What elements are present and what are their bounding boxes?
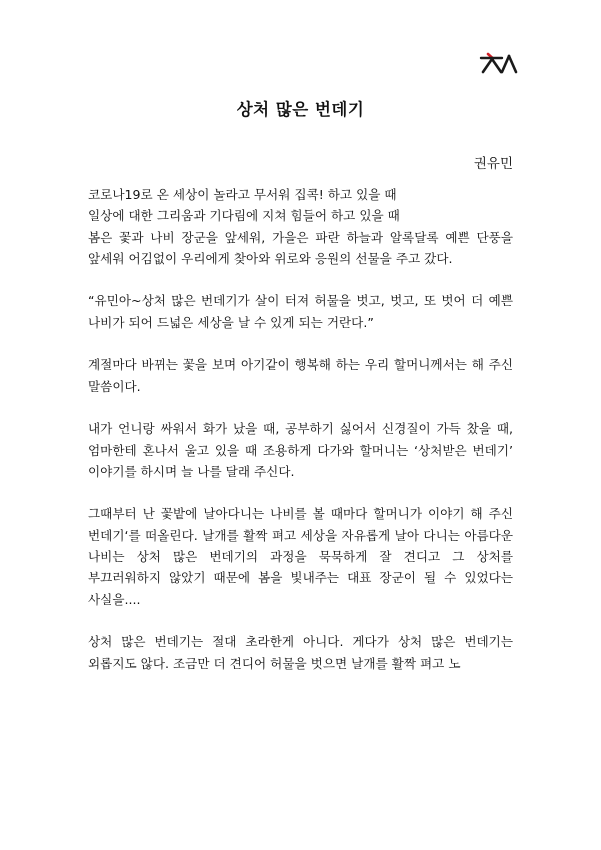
paragraph-butterfly: 그때부터 난 꽃밭에 날아다니는 나비를 볼 때마다 할머니가 이야기 해 주신 번데기‘를 떠올린다. 날개를 활짝 펴고 세상을 자유롭게 날아 다니는 아름다운 나비는 상처 많은 번데기의 과정을 묵묵하게 잘 견디고 그 상처를 부끄러워하지 않았기 때문에 봄을 빛내주는 대표 장군이 될 수 있었다는 사실을.... (88, 506, 513, 607)
paragraph-comfort: 내가 언니랑 싸워서 화가 났을 때, 공부하기 싫어서 신경질이 가득 찼을 때, 엄마한테 혼나서 울고 있을 때 조용하게 다가와 할머니는 ‘상처받은 번데기’ 이야기를 하시며 늘 나를 달래 주신다. (88, 421, 513, 479)
paragraph-quote: “유민아~상처 많은 번데기가 살이 터져 허물을 벗고, 벗고, 또 벗어 더 예쁜 나비가 되어 드넓은 세상을 날 수 있게 되는 거란다.” (88, 293, 513, 330)
intro-line-2: 일상에 대한 그리움과 기다림에 지쳐 힘들어 하고 있을 때 (88, 208, 400, 224)
paragraph-intro (88, 184, 513, 269)
document-title: 상처 많은 번데기 (236, 100, 365, 119)
essay-body (88, 184, 513, 674)
logo-icon (478, 52, 518, 74)
intro-text: 봄은 꽃과 나비 장군을 앞세워, 가을은 파란 하늘과 알록달록 예쁜 단풍을 앞세워 어김없이 우리에게 찾아와 위로와 응원의 선물을 주고 갔다. (88, 229, 513, 266)
intro-line-1: 코로나19로 온 세상이 놀라고 무서워 집콕! 하고 있을 때 (88, 187, 397, 202)
author-name: 권유민 (473, 156, 513, 172)
paragraph-conclusion: 상처 많은 번데기는 절대 초라한게 아니다. 게다가 상처 많은 번데기는 외롭지도 않다. 조금만 더 견디어 허물을 벗으면 날개를 활짝 펴고 노 (88, 634, 513, 671)
paragraph-season: 계절마다 바뀌는 꽃을 보며 아기같이 행복해 하는 우리 할머니께서는 해 주신 말씀이다. (88, 357, 513, 394)
